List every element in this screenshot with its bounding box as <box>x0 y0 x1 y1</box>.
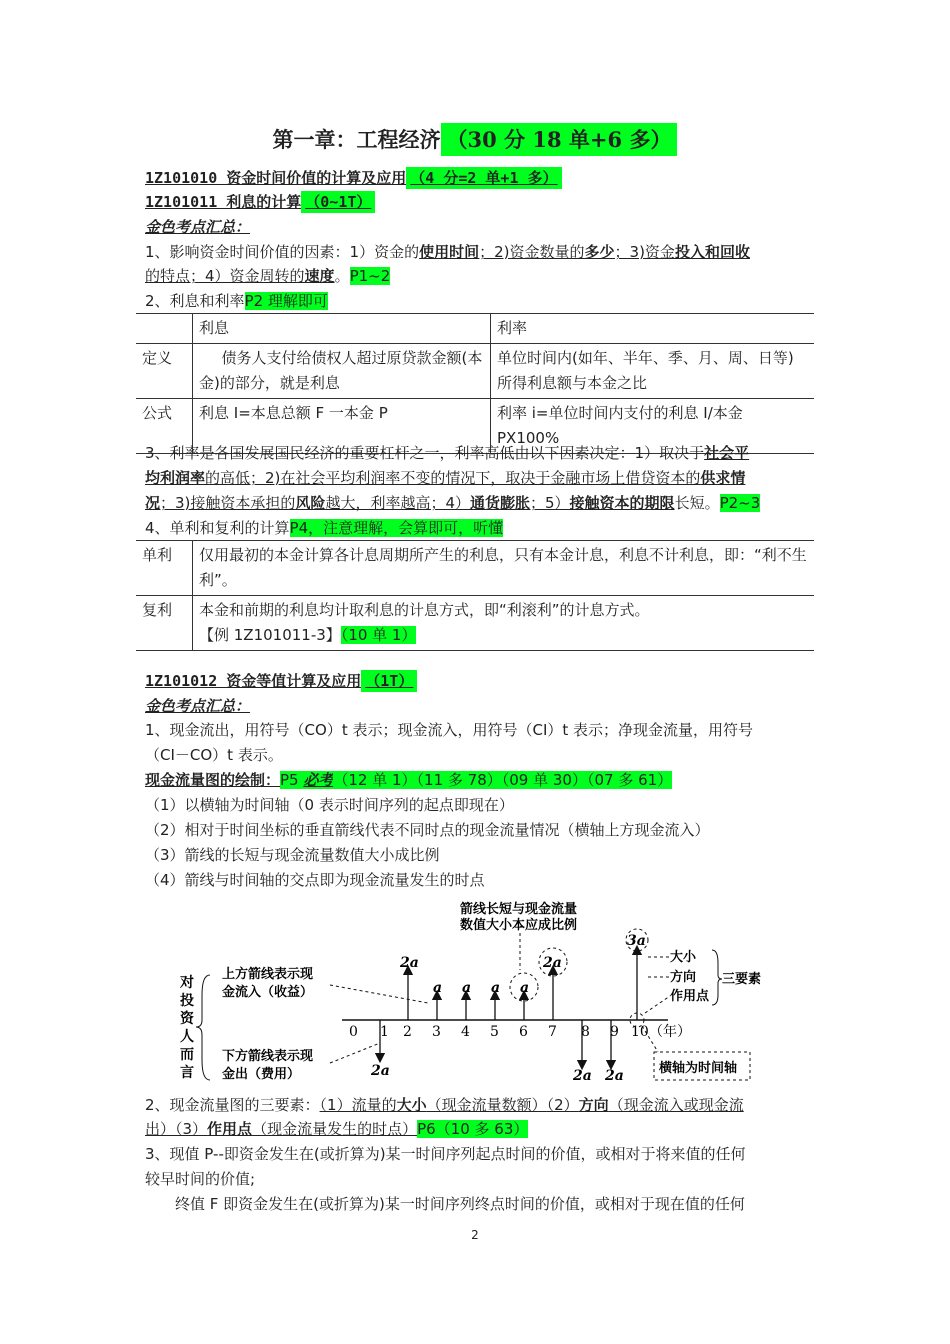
tick-1: 1 <box>380 1024 389 1040</box>
paragraph-3-line-2: 均利润率的高低；2)在社会平均利润率不变的情况下，取决于金融市场上借贷资本的供求情 <box>145 469 746 487</box>
tick-10: 10 <box>631 1024 649 1040</box>
lower-leader-line <box>330 1043 380 1063</box>
svg-text:言: 言 <box>180 1065 194 1081</box>
tick-2: 2 <box>403 1024 412 1040</box>
golden-points-label-2: 金色考点汇总： <box>145 697 251 715</box>
tick-9: 9 <box>610 1024 619 1040</box>
top-note-line-1: 箭线长短与现金流量 <box>460 902 578 917</box>
axis-note-text: 横轴为时间轴 <box>659 1061 738 1076</box>
tick-0: 0 <box>349 1024 358 1040</box>
upper-note-line-2: 金流入（收益） <box>222 985 314 1000</box>
drawing-rule-1: （1）以横轴为时间轴（0 表示时间序列的起点即现在） <box>145 796 514 814</box>
present-value-line-1: 3、现值 P--即资金发生在(或折算为)某一时间序列起点时间的价值，或相对于将来值的任何 <box>145 1145 746 1163</box>
label-inflow-2: 2a <box>400 955 419 971</box>
tick-8: 8 <box>581 1024 590 1040</box>
upper-leader-line <box>330 985 428 1003</box>
axis-tick-labels <box>349 1023 691 1040</box>
element-point: 作用点 <box>670 989 710 1004</box>
three-elements-line-1: 2、现金流量图的三要素：（1）流量的大小（现金流量数额）（2）方向（现金流入或现金流 <box>145 1096 744 1114</box>
label-outflow-8: 2a <box>573 1068 592 1084</box>
drawing-rule-4: （4）箭线与时间轴的交点即为现金流量发生的时点 <box>145 871 485 889</box>
label-inflow-7: 2a <box>543 955 562 971</box>
subsection-heading-1z101011: 1Z101011 利息的计算 （0~1T） <box>145 190 810 214</box>
tick-7: 7 <box>548 1024 557 1040</box>
drawing-rule-2: （2）相对于时间坐标的垂直箭线代表不同时点的现金流量情况（横轴上方现金流入） <box>145 821 710 839</box>
interest-rate-table: 利息 利率 定义 债务人支付给债权人超过原贷款金额(本金)的部分，就是利息 单位时间内(如年、半年、季、月、周、日等)所得利息额与本金之比 公式 利息 I=本息总额 F 一本金 P 利率 i=单位时间内支付的利息 I/本金 PX100% <box>136 313 814 454</box>
cash-flow-diagram <box>170 895 800 1090</box>
present-value-line-2: 较早时间的价值; <box>145 1170 256 1188</box>
chapter-score-highlight: （30 分 18 单+6 多） <box>441 123 678 156</box>
label-inflow-5: a <box>491 980 501 996</box>
svg-text:投: 投 <box>180 993 194 1009</box>
page-number: 2 <box>471 1228 479 1242</box>
right-brace <box>712 950 722 1005</box>
top-note-line-2: 数值大小本应成比例 <box>460 918 578 933</box>
chapter-title: 第一章：工程经济 （30 分 18 单+6 多） <box>0 124 950 154</box>
tick-4: 4 <box>461 1024 470 1040</box>
svg-text:对: 对 <box>180 975 194 991</box>
element-direction: 方向 <box>670 970 697 985</box>
drawing-rule-3: （3）箭线的长短与现金流量数值大小成比例 <box>145 846 440 864</box>
paragraph-1-line-1: 1、影响资金时间价值的因素：1）资金的使用时间；2)资金数量的多少；3)资金投入和回收 <box>145 243 750 261</box>
lower-note-line-1: 下方箭线表示现 <box>222 1049 314 1064</box>
cashflow-drawing-heading: 现金流量图的绘制：P5 必考（12 单 1）（11 多 78）（09 单 30）（07 多 61） <box>145 771 673 789</box>
paragraph-3-line-3: 况；3)接触资本承担的风险越大，利率越高；4）通货膨胀；5）接触资本的期限长短。P2~3 <box>145 494 761 512</box>
cashflow-symbols-line-2: （CI－CO）t 表示。 <box>145 746 283 764</box>
section-heading-1z101010: 1Z101010 资金时间价值的计算及应用 （4 分=2 单+1 多） <box>145 166 810 190</box>
left-vertical-label <box>179 975 195 1081</box>
simple-compound-interest-table: 单利 仅用最初的本金计算各计息周期所产生的利息，只有本金计息，利息不计利息，即：“利不生利”。 复利 本金和前期的利息均计取利息的计息方式，即“利滚利”的计息方式。 【例 1Z101011-3】（10 单 1） <box>136 540 814 651</box>
left-brace <box>196 975 210 1080</box>
svg-text:而: 而 <box>180 1047 194 1063</box>
paragraph-4: 4、单利和复利的计算P4，注意理解，会算即可，听懂 <box>145 519 504 537</box>
paragraph-3-line-1: 3、利率是各国发展国民经济的重要杠杆之一，利率高低由以下因素决定：1）取决于社会平 <box>145 444 750 462</box>
lower-note-line-2: 金出（费用） <box>222 1067 301 1082</box>
tick-5: 5 <box>490 1024 499 1040</box>
tick-3: 3 <box>432 1024 441 1040</box>
axis-unit: （年） <box>649 1024 691 1040</box>
svg-text:人: 人 <box>180 1029 194 1045</box>
three-elements-line-2: 出）（3）作用点（现金流量发生的时点）P6（10 多 63） <box>145 1120 529 1138</box>
tick-6: 6 <box>519 1024 528 1040</box>
svg-text:资: 资 <box>180 1011 194 1027</box>
subsection-heading-1z101012: 1Z101012 资金等值计算及应用 （1T） <box>145 669 810 693</box>
upper-note-line-1: 上方箭线表示现 <box>222 967 314 982</box>
label-inflow-3: a <box>433 980 443 996</box>
label-outflow-9: 2a <box>605 1068 624 1084</box>
cashflow-symbols-line-1: 1、现金流出，用符号（CO）t 表示；现金流入，用符号（CI）t 表示；净现金流量，用符号 <box>145 721 754 739</box>
paragraph-2: 2、利息和利率P2 理解即可 <box>145 292 328 310</box>
label-inflow-6: a <box>520 980 530 996</box>
golden-points-label: 金色考点汇总： <box>145 218 251 236</box>
three-elements-title: 三要素 <box>722 972 762 987</box>
future-value-line-1: 终值 F 即资金发生在(或折算为)某一时间序列终点时间的价值，或相对于现在值的任何 <box>175 1195 745 1213</box>
element-size: 大小 <box>670 950 697 965</box>
label-inflow-4: a <box>462 980 472 996</box>
paragraph-1-line-2: 的特点；4）资金周转的速度。P1~2 <box>145 267 391 285</box>
label-inflow-10: 3a <box>627 933 646 949</box>
label-outflow-1: 2a <box>371 1063 390 1079</box>
